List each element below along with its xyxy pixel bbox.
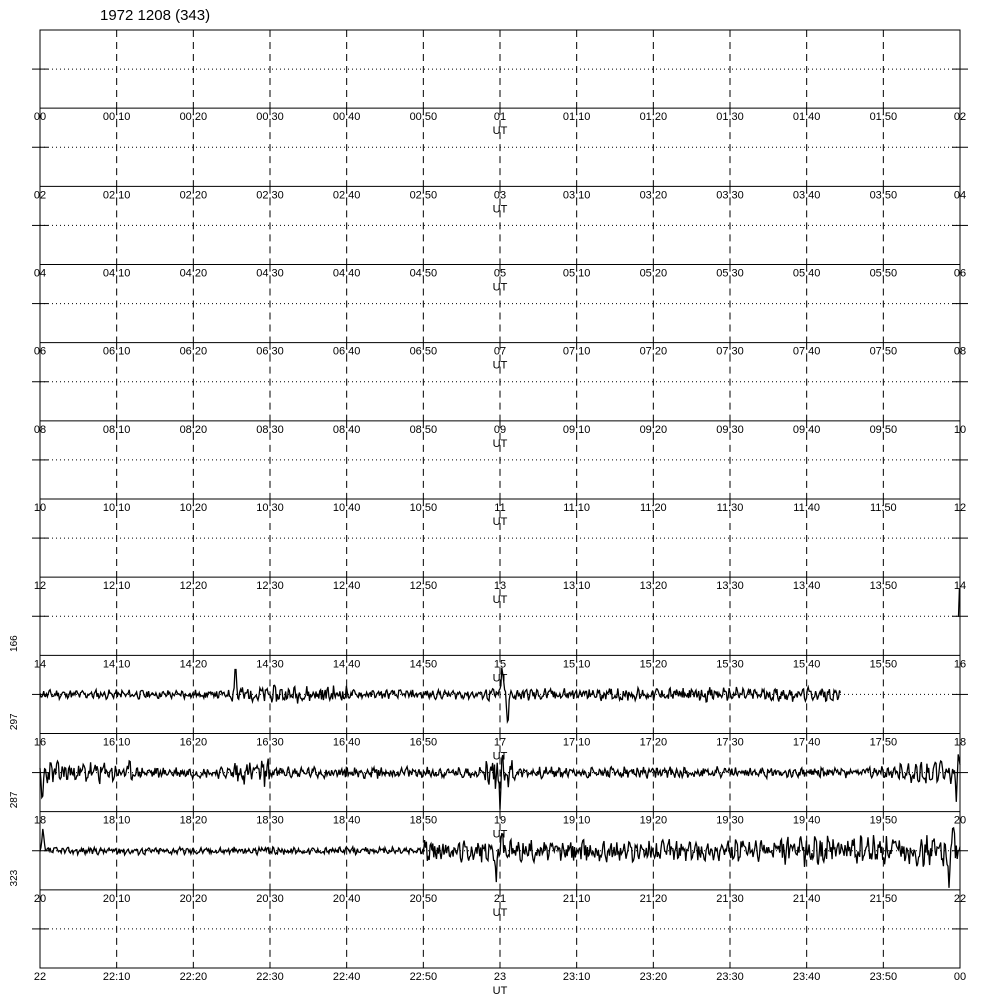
x-tick-label: 09:30	[716, 423, 744, 436]
x-tick-label: 10	[33, 502, 47, 514]
x-tick-label: 16:30	[256, 736, 284, 749]
row-side-label: 323	[9, 869, 20, 887]
x-tick-label: 06:50	[409, 345, 438, 358]
x-tick-label: 12:40	[332, 580, 361, 593]
x-tick-label: 00:30	[256, 111, 284, 124]
x-axis-label: UT	[492, 437, 508, 450]
x-tick-label: 13:30	[716, 580, 744, 593]
x-tick-label: 16	[953, 658, 967, 671]
row-side-label: 287	[9, 791, 20, 809]
x-tick-label: 19:10	[562, 814, 591, 827]
x-tick-label: 16	[33, 736, 47, 749]
x-axis-label: UT	[492, 359, 508, 372]
x-tick-label: 22:20	[179, 971, 208, 983]
x-tick-label: 07:30	[716, 345, 744, 358]
x-tick-label: 20	[33, 892, 47, 905]
x-tick-label: 09	[493, 423, 507, 436]
x-tick-label: 21:30	[716, 892, 744, 905]
x-tick-label: 00	[953, 971, 967, 983]
x-tick-label: 04:30	[256, 267, 284, 280]
x-tick-label: 13	[493, 580, 507, 593]
x-tick-label: 01:30	[716, 111, 744, 124]
x-tick-label: 02:50	[409, 189, 438, 202]
x-tick-label: 00:20	[179, 111, 208, 124]
x-tick-label: 15:40	[792, 658, 821, 671]
x-tick-label: 20:30	[256, 892, 284, 905]
x-tick-label: 04:40	[332, 267, 361, 280]
x-tick-label: 07:40	[792, 345, 821, 358]
x-tick-label: 17:50	[869, 736, 898, 749]
x-tick-label: 11:50	[869, 502, 897, 514]
x-tick-label: 16:50	[409, 736, 438, 749]
x-tick-label: 15:30	[716, 658, 744, 671]
x-tick-label: 23:20	[639, 971, 668, 983]
x-tick-label: 19:40	[792, 814, 821, 827]
x-tick-label: 22:30	[256, 971, 284, 983]
x-tick-label: 22:50	[409, 971, 438, 983]
x-tick-label: 18:40	[332, 814, 361, 827]
x-tick-label: 23:10	[562, 971, 591, 983]
x-tick-label: 03:20	[639, 189, 668, 202]
x-tick-label: 18:30	[256, 814, 284, 827]
x-tick-label: 18	[953, 736, 967, 749]
x-tick-label: 23:50	[869, 971, 898, 983]
x-tick-label: 05	[493, 267, 507, 280]
x-tick-label: 16:20	[179, 736, 208, 749]
x-tick-label: 09:10	[562, 423, 591, 436]
x-axis-label: UT	[492, 672, 508, 685]
x-tick-label: 01:50	[869, 111, 898, 124]
row-side-label: 297	[9, 713, 20, 731]
x-tick-label: 21:40	[792, 892, 821, 905]
x-tick-label: 08:50	[409, 423, 438, 436]
x-tick-label: 14:30	[256, 658, 284, 671]
x-tick-label: 01:10	[562, 111, 591, 124]
x-tick-label: 23:40	[792, 971, 821, 983]
x-tick-label: 08:10	[102, 423, 131, 436]
x-tick-label: 17	[493, 736, 507, 749]
x-tick-label: 02:40	[332, 189, 361, 202]
x-tick-label: 02:30	[256, 189, 284, 202]
x-tick-label: 06:20	[179, 345, 208, 358]
x-tick-label: 18:10	[102, 814, 131, 827]
x-tick-label: 02:10	[102, 189, 131, 202]
x-tick-label: 04:50	[409, 267, 438, 280]
x-tick-label: 18:50	[409, 814, 438, 827]
x-axis-label: UT	[492, 828, 508, 841]
x-tick-label: 00:50	[409, 111, 438, 124]
x-tick-label: 13:20	[639, 580, 668, 593]
x-tick-label: 05:40	[792, 267, 821, 280]
x-tick-label: 23	[493, 971, 507, 983]
x-tick-label: 11	[494, 502, 506, 514]
x-tick-label: 20	[953, 814, 967, 827]
x-tick-label: 10:20	[179, 502, 208, 514]
x-tick-label: 06:30	[256, 345, 284, 358]
x-tick-label: 13:10	[562, 580, 591, 593]
x-tick-label: 19:20	[639, 814, 668, 827]
x-tick-label: 16:40	[332, 736, 361, 749]
x-tick-label: 11:40	[793, 502, 821, 514]
x-tick-label: 11:30	[716, 502, 744, 514]
x-tick-label: 03:50	[869, 189, 898, 202]
x-tick-label: 05:50	[869, 267, 898, 280]
x-tick-label: 18:20	[179, 814, 208, 827]
x-tick-label: 14:20	[179, 658, 208, 671]
x-tick-label: 09:20	[639, 423, 668, 436]
x-tick-label: 14:40	[332, 658, 361, 671]
x-tick-label: 10:50	[409, 502, 438, 514]
x-tick-label: 08:20	[179, 423, 208, 436]
x-tick-label: 14:50	[409, 658, 438, 671]
x-axis-label: UT	[492, 281, 508, 294]
x-tick-label: 00:40	[332, 111, 361, 124]
x-tick-label: 08:30	[256, 423, 284, 436]
x-tick-label: 07	[493, 345, 507, 358]
x-tick-label: 00	[33, 111, 47, 124]
x-axis-label: UT	[492, 203, 508, 216]
x-tick-label: 16:10	[102, 736, 131, 749]
x-tick-label: 05:20	[639, 267, 668, 280]
x-tick-label: 10	[953, 423, 967, 436]
x-tick-label: 03:30	[716, 189, 744, 202]
x-tick-label: 10:10	[102, 502, 131, 514]
x-axis-label: UT	[492, 906, 508, 919]
x-tick-label: 12:50	[409, 580, 438, 593]
x-axis-label: UT	[492, 125, 508, 138]
x-tick-label: 15:50	[869, 658, 898, 671]
x-tick-label: 20:40	[332, 892, 361, 905]
x-axis-label: UT	[492, 594, 508, 607]
x-tick-label: 20:50	[409, 892, 438, 905]
x-tick-label: 07:10	[562, 345, 591, 358]
x-tick-label: 02	[953, 111, 967, 124]
x-tick-label: 15:10	[562, 658, 591, 671]
x-tick-label: 19	[493, 814, 507, 827]
x-tick-label: 00:10	[102, 111, 131, 124]
x-tick-label: 01	[493, 111, 507, 124]
x-axis-label: UT	[492, 750, 508, 763]
x-tick-label: 06:10	[102, 345, 131, 358]
x-tick-label: 21:50	[869, 892, 898, 905]
tick-labels	[9, 111, 966, 997]
x-axis-label: UT	[492, 516, 508, 528]
x-tick-label: 01:20	[639, 111, 668, 124]
x-tick-label: 11:10	[563, 502, 591, 514]
x-tick-label: 17:20	[639, 736, 668, 749]
x-tick-label: 08	[33, 423, 47, 436]
x-tick-label: 21:10	[562, 892, 591, 905]
x-tick-label: 04	[953, 189, 967, 202]
x-tick-label: 22	[33, 971, 47, 983]
x-tick-label: 05:10	[562, 267, 591, 280]
x-tick-label: 11:20	[639, 502, 667, 514]
x-tick-label: 13:40	[792, 580, 821, 593]
x-tick-label: 06:40	[332, 345, 361, 358]
x-tick-label: 12:20	[179, 580, 208, 593]
x-tick-label: 01:40	[792, 111, 821, 124]
x-tick-label: 12	[953, 502, 967, 514]
trace-line	[959, 589, 960, 617]
x-tick-label: 14	[33, 658, 47, 671]
x-tick-label: 17:10	[562, 736, 591, 749]
x-tick-label: 03	[493, 189, 507, 202]
x-tick-label: 03:40	[792, 189, 821, 202]
x-tick-label: 22:40	[332, 971, 361, 983]
x-tick-label: 17:40	[792, 736, 821, 749]
x-tick-label: 20:20	[179, 892, 208, 905]
x-tick-label: 09:40	[792, 423, 821, 436]
chart-title: 1972 1208 (343)	[100, 7, 211, 24]
x-tick-label: 13:50	[869, 580, 898, 593]
row-side-label: 166	[9, 635, 20, 652]
x-tick-label: 07:50	[869, 345, 898, 358]
x-tick-label: 15	[493, 658, 507, 671]
x-tick-label: 22	[953, 892, 967, 905]
x-tick-label: 14	[953, 580, 967, 593]
x-tick-label: 06	[953, 267, 967, 280]
x-tick-label: 05:30	[716, 267, 744, 280]
x-tick-label: 15:20	[639, 658, 668, 671]
x-tick-label: 14:10	[102, 658, 131, 671]
x-tick-label: 10:30	[256, 502, 284, 514]
x-tick-label: 12	[33, 580, 47, 593]
x-tick-label: 02	[33, 189, 47, 202]
x-tick-label: 18	[33, 814, 47, 827]
x-tick-label: 04:20	[179, 267, 208, 280]
x-tick-label: 10:40	[332, 502, 361, 514]
x-tick-label: 08	[953, 345, 967, 358]
x-tick-label: 20:10	[102, 892, 131, 905]
x-tick-label: 07:20	[639, 345, 668, 358]
x-tick-label: 22:10	[102, 971, 131, 983]
x-tick-label: 02:20	[179, 189, 208, 202]
x-tick-label: 06	[33, 345, 47, 358]
x-tick-label: 12:30	[256, 580, 284, 593]
x-tick-label: 19:50	[869, 814, 898, 827]
x-tick-label: 21	[493, 892, 507, 905]
x-tick-label: 21:20	[639, 892, 668, 905]
x-tick-label: 04	[33, 267, 47, 280]
x-tick-label: 19:30	[716, 814, 744, 827]
x-tick-label: 23:30	[716, 971, 744, 983]
x-tick-label: 09:50	[869, 423, 898, 436]
x-tick-label: 12:10	[102, 580, 131, 593]
x-axis-label: UT	[492, 985, 508, 997]
x-tick-label: 08:40	[332, 423, 361, 436]
x-tick-label: 17:30	[716, 736, 744, 749]
x-tick-label: 03:10	[562, 189, 591, 202]
x-tick-label: 04:10	[102, 267, 131, 280]
